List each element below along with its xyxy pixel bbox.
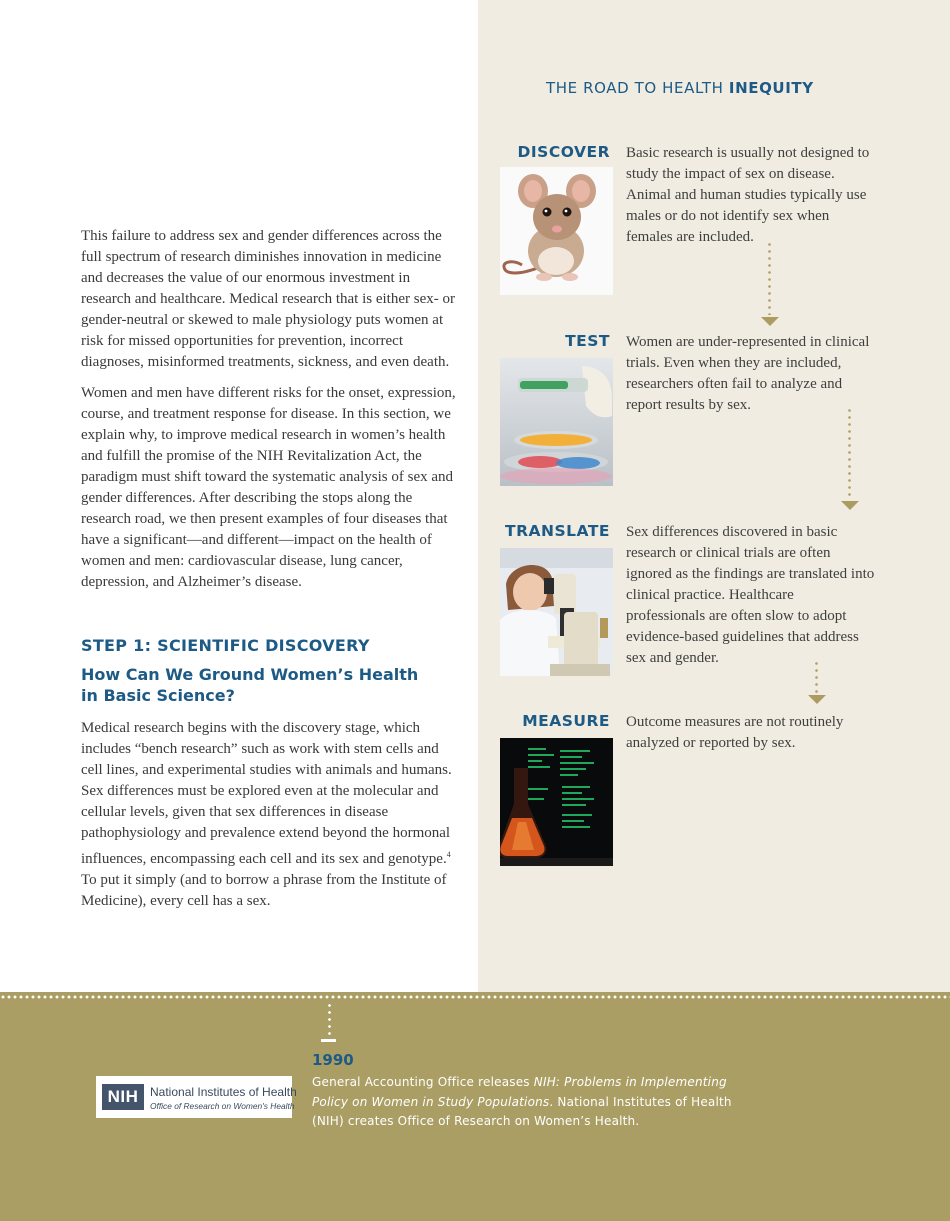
timeline-year: 1990: [312, 1051, 354, 1069]
body-paragraph: Women and men have different risks for the onset, expression, course, and treatment response for disease. In this section, we explain why, to improve medical research in women’s health and fulfill the promise of the NIH Revitalization Act, the paradigm must shift toward the systematic analysis of sex and gender differences. After describing the stops along the research road, we then present examples of four diseases that have a significant—and different—impact on the health of women and men: cardiovascular disease, lung cancer, depression, and Alzheimer’s disease.: [81, 385, 456, 590]
mouse-photo: [500, 167, 613, 295]
step-label-test: TEST: [565, 332, 610, 350]
main-body-text: [81, 226, 463, 603]
nih-name: National Institutes of Health: [150, 1085, 297, 1099]
step-label-measure: MEASURE: [522, 712, 610, 730]
step-text-discover: Basic research is usually not designed to study the impact of sex on disease. Animal and human studies typically use males or do not identify sex when females are included.: [626, 145, 870, 245]
body-paragraph: Medical research begins with the discovery stage, which includes “bench research” such as work with stem cells and cell lines, and experimental studies with animals and humans. Sex differences must be explored even at the molecular and cellular levels, given that sex differences in disease pathophysiology and prevalence extend beyond the hormonal influences, encompassing each cell and its sex and genotype.$^4$ To put it simply (and to borrow a phrase from the Institute of Medicine), every cell has a sex.: [81, 720, 452, 909]
step-text-measure: Outcome measures are not routinely analyzed or reported by sex.: [626, 714, 844, 751]
section-heading: STEP 1: SCIENTIFIC DISCOVERY: [81, 636, 370, 655]
footnote-marker: 4: [446, 850, 451, 859]
step-label-translate: TRANSLATE: [505, 522, 610, 540]
dotted-connector: [848, 407, 851, 498]
nih-logo: [96, 1076, 297, 1118]
arrow-down-icon: [841, 501, 859, 510]
arrow-down-icon: [808, 695, 826, 704]
arrow-down-icon: [761, 317, 779, 326]
main-body-text: [81, 718, 463, 922]
nih-mark: NIH: [102, 1084, 144, 1110]
timeline-marker-tick: [321, 1039, 336, 1042]
microscope-photo: [500, 548, 613, 676]
timeline-text: General Accounting Office releases NIH: Problems in Implementing Policy on Women in Study Populations. National Institutes of Health (NIH) creates Office of Research on Women’s Health.: [312, 1075, 732, 1128]
timeline-dotted-line: [0, 994, 950, 1000]
lab-data-photo: [500, 738, 613, 866]
road-title: THE ROAD TO HEALTH INEQUITY: [546, 79, 814, 97]
section-question: How Can We Ground Women’s Health in Basic Science?: [81, 665, 419, 705]
step-label-discover: DISCOVER: [517, 143, 610, 161]
body-paragraph: This failure to address sex and gender differences across the full spectrum of research diminishes innovation in medicine and decreases the value of our enormous investment in research and healthcare. Medical research that is either sex- or gender-neutral or skewed to male physiology puts women at risk for missed opportunities for prevention, incorrect diagnoses, misinformed treatments, sickness, and even death.: [81, 228, 455, 370]
dotted-connector: [815, 660, 818, 694]
dotted-connector: [768, 241, 771, 315]
petri-dish-photo: [500, 358, 613, 486]
step-text-translate: Sex differences discovered in basic research or clinical trials are often ignored as the findings are translated into clinical practice. Healthcare professionals are often slow to adopt evidence-based guidelines that address sex and gender.: [626, 524, 875, 666]
nih-subtitle: Office of Research on Women's Health: [150, 1101, 295, 1111]
timeline-marker-stem: [328, 1002, 331, 1036]
step-text-test: Women are under-represented in clinical trials. Even when they are included, researchers often fail to analyze and report results by sex.: [626, 334, 870, 413]
